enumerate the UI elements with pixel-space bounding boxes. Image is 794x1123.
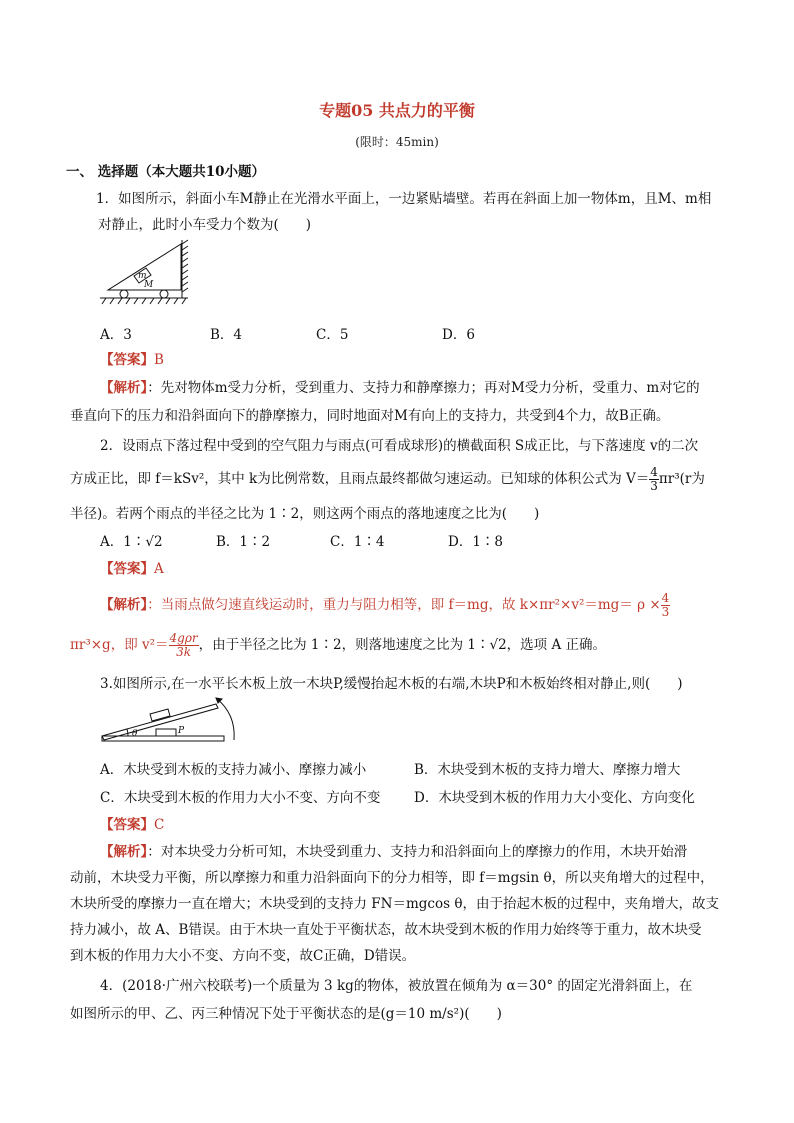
q3-angle-arc: [127, 729, 128, 736]
q2-stem-fraction: [649, 466, 659, 493]
q1-stem-line2: 对静止，此时小车受力个数为( ): [98, 217, 312, 233]
q1-answer-value: B: [154, 352, 164, 368]
q2-option-b: B．1∶2: [216, 534, 271, 550]
q1-floor-hatch: [102, 298, 186, 304]
q2-analysis-text2-tail: ，由于半径之比为 1∶2，则落地速度之比为 1∶√2，选项 A 正确。: [198, 637, 607, 653]
q2-analysis-frac2-num: 4gρr: [169, 631, 198, 645]
q3-analysis-line3: 木块所受的摩擦力一直在增大；木块受到的支持力 FN＝mgcos θ，由于抬起木板的过程中，夹角增大，故支: [70, 896, 719, 912]
q2-analysis-frac2-den: 3k: [176, 645, 192, 659]
q3-label-theta: θ: [132, 729, 138, 739]
time-limit: (限时：45min): [355, 135, 439, 149]
q3-option-d: D．木块受到木板的作用力大小变化、方向变化: [414, 790, 695, 806]
q2-analysis-text1: ：当雨点做匀速直线运动时，重力与阻力相等，即 f＝mg，故 k×πr²×v²＝mg＝ ρ ×: [147, 597, 661, 613]
q2-stem-line2-tail: πr³(r为: [658, 471, 705, 487]
q3-answer-value: C: [154, 817, 165, 833]
q2-option-c: C．1∶4: [330, 534, 385, 550]
q2-analysis-line1: [100, 592, 670, 619]
q3-board-horizontal: [102, 736, 224, 741]
q3-block-P: [156, 729, 176, 736]
q1-analysis-line1: [100, 376, 700, 396]
q1-option-b: B．4: [210, 327, 243, 343]
q1-label-m: m: [138, 271, 147, 281]
q3-board-lifted: [102, 704, 218, 740]
q2-stem-line2-text: 方成正比，即 f＝kSv²，其中 k为比例常数，且雨点最终都做匀速运动。已知球的体积公式为 V＝: [70, 471, 650, 487]
q1-option-d: D．6: [442, 327, 475, 343]
q2-answer: [100, 557, 164, 577]
q1-figure: [96, 238, 198, 306]
q2-stem-line2: [70, 466, 705, 493]
q2-analysis-line2: [70, 632, 606, 659]
q3-figure: [98, 692, 248, 748]
q3-analysis-tag: 【解析】: [100, 844, 148, 860]
q2-analysis-frac-num: 4: [661, 591, 670, 605]
section-heading: 一、 选择题（本大题共10小题）: [66, 164, 265, 180]
q1-wheel-left: [120, 290, 128, 298]
q3-rotation-arrow: [216, 698, 234, 740]
q2-analysis-fraction2: [169, 632, 199, 659]
q3-analysis-line4: 持力减小，故 A、B错误。由于木块一直处于平衡状态，故木块受到木板的作用力始终等于重力，故木块受: [70, 922, 702, 938]
q2-stem-line1: 2．设雨点下落过程中受到的空气阻力与雨点(可看成球形)的横截面积 S成正比，与下落速度 v的二次: [100, 438, 699, 454]
q2-option-a: A．1∶√2: [100, 534, 163, 550]
q4-stem-line1: 4．(2018·广州六校联考)一个质量为 3 kg的物体，被放置在倾角为 α＝30° 的固定光滑斜面上，在: [100, 978, 693, 994]
q1-option-c: C．5: [316, 327, 349, 343]
page-title: 专题05 共点力的平衡: [319, 101, 475, 120]
q2-stem-line3: 半径)。若两个雨点的半径之比为 1∶2，则这两个雨点的落地速度之比为( ): [70, 506, 540, 522]
q1-analysis-text1: ：先对物体m受力分析，受到重力、支持力和静摩擦力；再对M受力分析，受重力、m对它的: [147, 380, 700, 396]
q2-analysis-fraction: [661, 592, 671, 619]
q3-answer-tag: 【答案】: [100, 817, 154, 833]
q3-option-b: B．木块受到木板的支持力增大、摩擦力增大: [414, 762, 681, 778]
q1-wall-hatch: [182, 240, 188, 292]
q1-analysis-tag: 【解析】: [100, 380, 148, 396]
q2-stem-frac-den: 3: [650, 479, 658, 493]
q2-answer-tag: 【答案】: [100, 561, 154, 577]
q2-option-d: D．1∶8: [448, 534, 504, 550]
q1-stem-line1: 1．如图所示，斜面小车M静止在光滑水平面上，一边紧贴墙壁。若再在斜面上加一物体m，且M、m相: [96, 191, 712, 207]
q1-wheel-right: [160, 290, 168, 298]
q2-analysis-text2: πr³×g，即 v²＝: [70, 637, 169, 653]
q3-analysis-line1: [100, 840, 687, 860]
q3-analysis-line2: 动前，木块受力平衡，所以摩擦力和重力沿斜面向下的分力相等，即 f＝mgsin θ，所以夹角增大的过程中，: [70, 870, 714, 886]
q4-stem-line2: 如图所示的甲、乙、丙三种情况下处于平衡状态的是(g＝10 m/s²)( ): [70, 1006, 502, 1022]
q3-answer: [100, 813, 164, 833]
q3-analysis-text1: ：对本块受力分析可知，木块受到重力、支持力和沿斜面向上的摩擦力的作用，木块开始滑: [147, 844, 688, 860]
q3-option-a: A．木块受到木板的支持力减小、摩擦力减小: [100, 762, 367, 778]
q1-answer-tag: 【答案】: [100, 352, 154, 368]
q3-option-c: C．木块受到木板的作用力大小不变、方向不变: [100, 790, 381, 806]
q3-stem-line1: 3.如图所示,在一水平长木板上放一木块P,缓慢抬起木板的右端,木块P和木板始终相对静止,则( ): [100, 676, 683, 692]
q1-option-a: A．3: [100, 327, 132, 343]
q2-answer-value: A: [154, 561, 164, 577]
q2-analysis-frac-den: 3: [661, 605, 670, 619]
q1-label-M: M: [144, 280, 154, 290]
q3-analysis-line5: 到木板的作用力大小不变、方向不变，故C正确，D错误。: [70, 948, 416, 964]
q2-analysis-tag: 【解析】: [100, 597, 148, 613]
q1-answer: [100, 348, 164, 368]
q3-label-P: P: [178, 726, 185, 736]
q3-block-upper: [150, 709, 170, 721]
q2-stem-frac-num: 4: [650, 465, 658, 479]
q1-analysis-line2: 垂直向下的压力和沿斜面向下的静摩擦力，同时地面对M有向上的支持力，共受到4个力，故B正确。: [70, 408, 670, 424]
